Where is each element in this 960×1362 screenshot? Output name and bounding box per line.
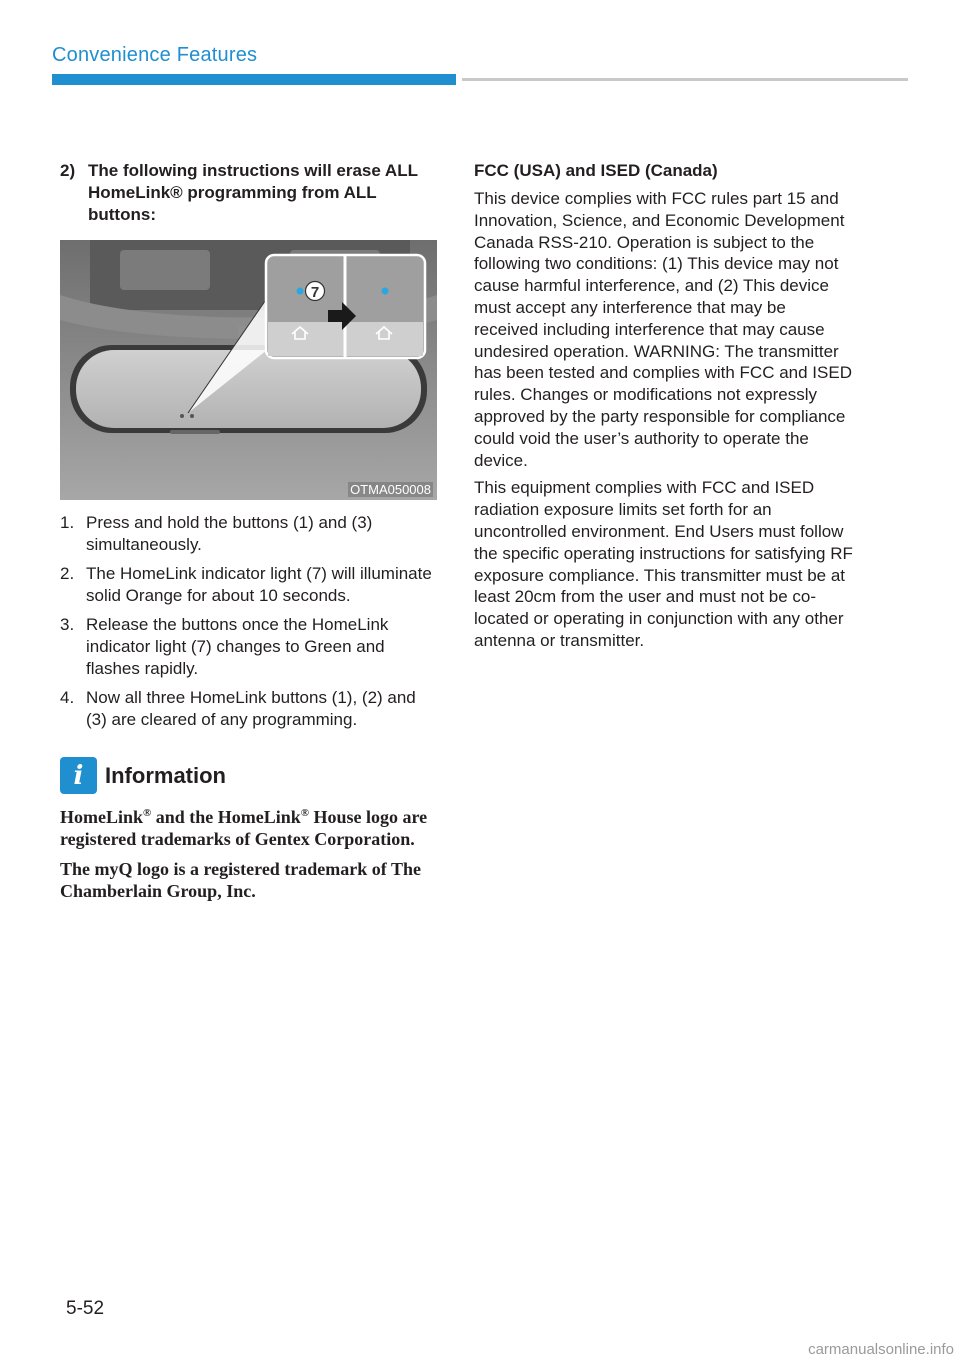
trademark-text: and the HomeLink xyxy=(151,807,301,827)
step-heading-text: The following instructions will erase ALL HomeLink® programming from ALL buttons: xyxy=(88,161,418,224)
step-number: 1. xyxy=(60,513,75,532)
list-item xyxy=(60,687,438,731)
registered-mark: ® xyxy=(300,807,309,819)
trademark-text: HomeLink xyxy=(60,807,144,827)
indicator-light-icon xyxy=(297,288,304,295)
trademark-note-homelink xyxy=(60,802,438,850)
watermark: carmanualsonline.info xyxy=(808,1341,954,1358)
step-heading xyxy=(60,160,438,226)
step-number: 2. xyxy=(60,564,75,583)
information-header xyxy=(60,757,438,794)
information-icon: i xyxy=(60,757,97,794)
step-text: Press and hold the buttons (1) and (3) simultaneously. xyxy=(86,513,373,554)
header-rule-accent xyxy=(52,74,456,85)
trademark-text: House logo are registered trademarks of Gentex Corporation. xyxy=(60,807,428,849)
registered-mark: ® xyxy=(143,807,152,819)
step-text: Now all three HomeLink buttons (1), (2) and (3) are cleared of any programming. xyxy=(86,688,416,729)
indicator-light-icon xyxy=(382,288,389,295)
right-column xyxy=(474,160,854,652)
radiation-exposure-paragraph: This equipment complies with FCC and ISED radiation exposure limits set forth for an uncontrolled environment. End Users must follow the specific operating instructions for satisfying RF exposure compliance. This transmitter must be at least 20cm from the user and must not be co-located or operating in conjunction with any other antenna or transmitter. xyxy=(474,478,853,650)
section-title: Convenience Features xyxy=(52,44,258,66)
page-number: 5-52 xyxy=(66,1298,105,1319)
callout-number: 7 xyxy=(310,284,320,301)
list-item xyxy=(60,512,438,556)
step-number: 4. xyxy=(60,688,75,707)
step-heading-number: 2) xyxy=(60,161,76,180)
list-item xyxy=(60,563,438,607)
step-text: Release the buttons once the HomeLink indicator light (7) changes to Green and flashes rapidly. xyxy=(86,615,389,678)
step-number: 3. xyxy=(60,615,75,634)
fcc-heading: FCC (USA) and ISED (Canada) xyxy=(474,161,718,180)
information-title: Information xyxy=(105,762,226,788)
list-item xyxy=(60,614,438,680)
mirror-illustration xyxy=(60,240,437,500)
header-rule xyxy=(462,78,908,81)
step-text: The HomeLink indicator light (7) will illuminate solid Orange for about 10 seconds. xyxy=(86,564,432,605)
procedure-steps xyxy=(60,512,438,731)
rearview-mirror-figure xyxy=(60,240,437,500)
figure-code: OTMA050008 xyxy=(350,482,431,497)
trademark-note-myq: The myQ logo is a registered trademark of The Chamberlain Group, Inc. xyxy=(60,859,421,901)
left-column xyxy=(60,160,438,902)
fcc-compliance-paragraph: This device complies with FCC rules part 15 and Innovation, Science, and Economic Development Canada RSS-210. Operation is subject to the following two conditions: (1) This device may not cause harmful interference, and (2) This device must accept any interference that may be received including interference that may cause undesired operation. WARNING: The transmitter has been tested and complies with FCC and ISED rules. Changes or modifications not expressly approved by the party responsible for compliance could void the user’s authority to operate the device. xyxy=(474,189,852,470)
